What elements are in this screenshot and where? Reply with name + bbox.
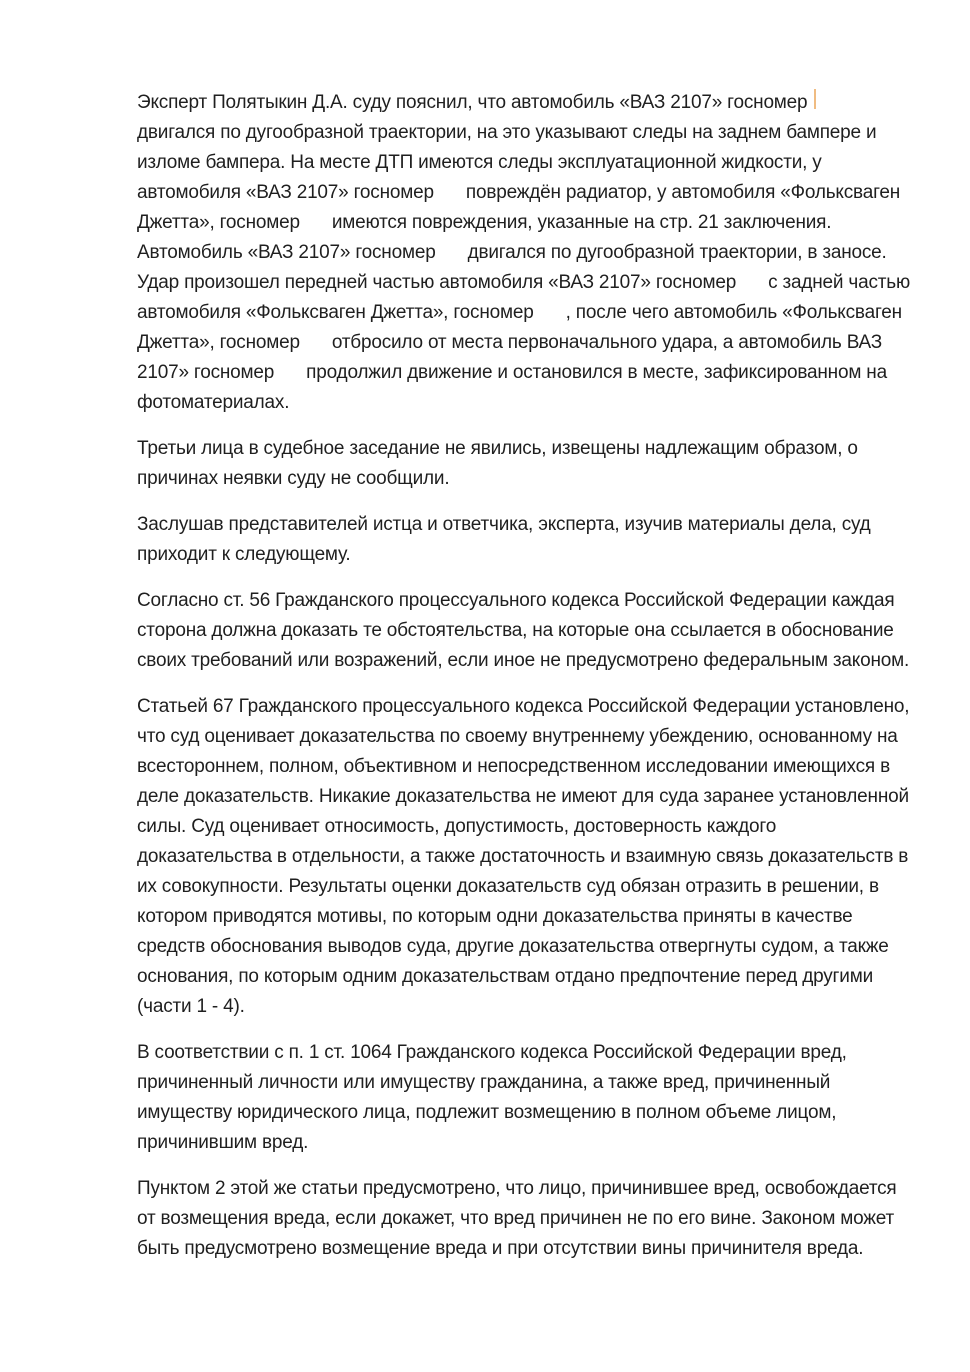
redacted-gap [436, 257, 468, 258]
paragraph: Пунктом 2 этой же статьи предусмотрено, что лицо, причинившее вред, освобождается от возмещения вреда, если докажет, что вред причинен не по его вине. Законом может быть предусмотрено возмещение вреда и при отсутствии вины причинителя вреда. [137, 1178, 897, 1259]
redacted-gap [300, 227, 332, 228]
redacted-gap [300, 347, 332, 348]
paragraph: Заслушав представителей истца и ответчика, эксперта, изучив материалы дела, суд приходит к следующему. [137, 514, 871, 565]
paragraph: Эксперт Полятыкин Д.А. суду пояснил, что автомобиль «ВАЗ 2107» госномердвигался по дугообразной траектории, на это указывают следы на заднем бампере и изломе бампера. На месте ДТП имеются следы эксплуатационной жидкости, у автомобиля «ВАЗ 2107» госномер повреждён радиатор, у автомобиля «Фольксваген Джетта», госномер имеются повреждения, указанные на стр. 21 заключения. Автомобиль «ВАЗ 2107» госномер двигался по дугообразной траектории, в заносе. Удар произошел передней частью автомобиля «ВАЗ 2107» госномер с задней частью автомобиля «Фольксваген Джетта», госномер , после чего автомобиль «Фольксваген Джетта», госномер отбросило от места первоначального удара, а автомобиль ВАЗ 2107» госномер продолжил движение и остановился в месте, зафиксированном на фотоматериалах. [137, 92, 911, 413]
redacted-gap [434, 197, 466, 198]
paragraph: В соответствии с п. 1 ст. 1064 Гражданского кодекса Российской Федерации вред, причиненный личности или имуществу гражданина, а также вред, причиненный имуществу юридического лица, подлежит возмещению в полном объеме лицом, причинившим вред. [137, 1042, 847, 1153]
paragraph: Согласно ст. 56 Гражданского процессуального кодекса Российской Федерации каждая сторона должна доказать те обстоятельства, на которые она ссылается в обоснование своих требований или возражений, если иное не предусмотрено федеральным законом. [137, 590, 910, 671]
paragraph: Третьи лица в судебное заседание не явились, извещены надлежащим образом, о причинах неявки суду не сообщили. [137, 438, 858, 489]
redacted-gap [736, 287, 768, 288]
paragraph: Статьей 67 Гражданского процессуального кодекса Российской Федерации установлено, что суд оценивает доказательства по своему внутреннему убеждению, основанному на всестороннем, полном, объективном и непосредственном исследовании имеющихся в деле доказательств. Никакие доказательства не имеют для суда заранее установленной силы. Суд оценивает относимость, допустимость, достоверность каждого доказательства в отдельности, а также достаточность и взаимную связь доказательств в их совокупности. Результаты оценки доказательств суд обязан отразить в решении, в котором приводятся мотивы, по которым одни доказательства приняты в качестве средств обоснования выводов суда, другие доказательства отвергнуты судом, а также основания, по которым одним доказательствам отдано предпочтение перед другими (части 1 - 4). [137, 696, 910, 1017]
redaction-caret [807, 107, 839, 108]
redacted-gap [534, 317, 566, 318]
redacted-gap [274, 377, 306, 378]
